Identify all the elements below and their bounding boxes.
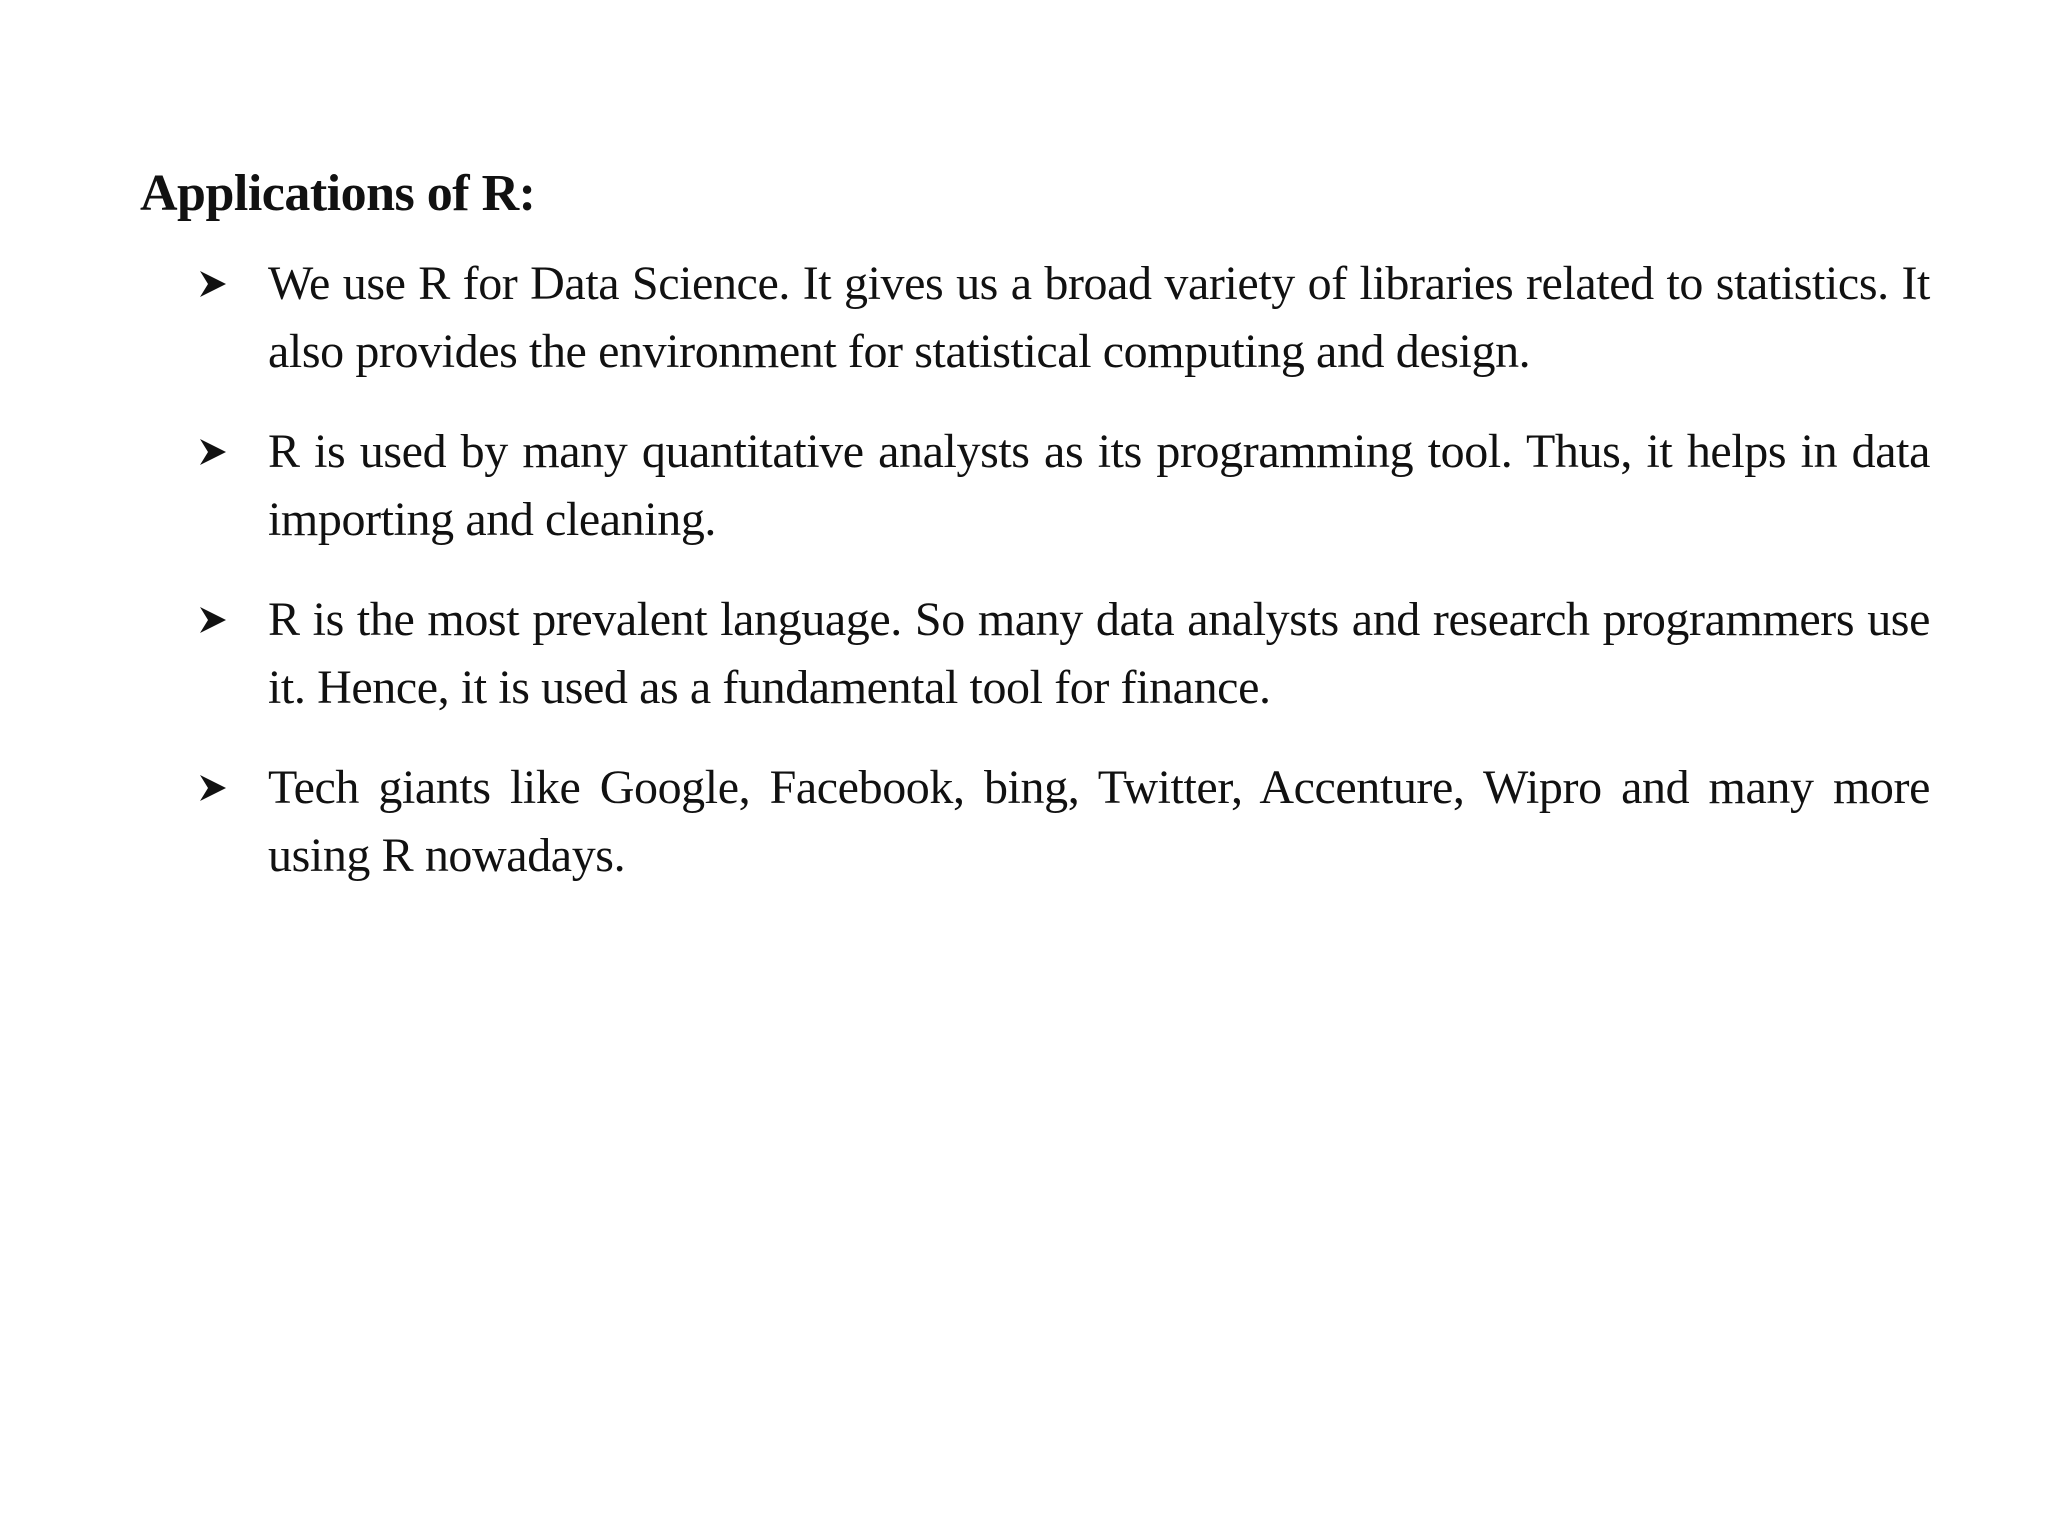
- list-item-text: R is the most prevalent language. So many data analysts and research programmers use it. Hence, it is used as a fundamental tool for finance.: [268, 593, 1930, 714]
- arrowhead-bullet-icon: [198, 754, 268, 822]
- list-item-text: We use R for Data Science. It gives us a broad variety of libraries related to statistics. It also provides the environment for statistical computing and design.: [268, 257, 1930, 378]
- arrowhead-bullet-icon: [198, 250, 268, 318]
- list-item: [198, 418, 1930, 554]
- applications-list: [140, 250, 1930, 890]
- list-item: [198, 586, 1930, 722]
- list-item-text: R is used by many quantitative analysts as its programming tool. Thus, it helps in data importing and cleaning.: [268, 425, 1930, 546]
- list-item: [198, 754, 1930, 890]
- arrowhead-bullet-icon: [198, 586, 268, 654]
- list-item-text: Tech giants like Google, Facebook, bing, Twitter, Accenture, Wipro and many more using R nowadays.: [268, 761, 1930, 882]
- section-heading: Applications of R:: [140, 165, 536, 222]
- document-page: [140, 160, 1930, 922]
- list-item: [198, 250, 1930, 386]
- arrowhead-bullet-icon: [198, 418, 268, 486]
